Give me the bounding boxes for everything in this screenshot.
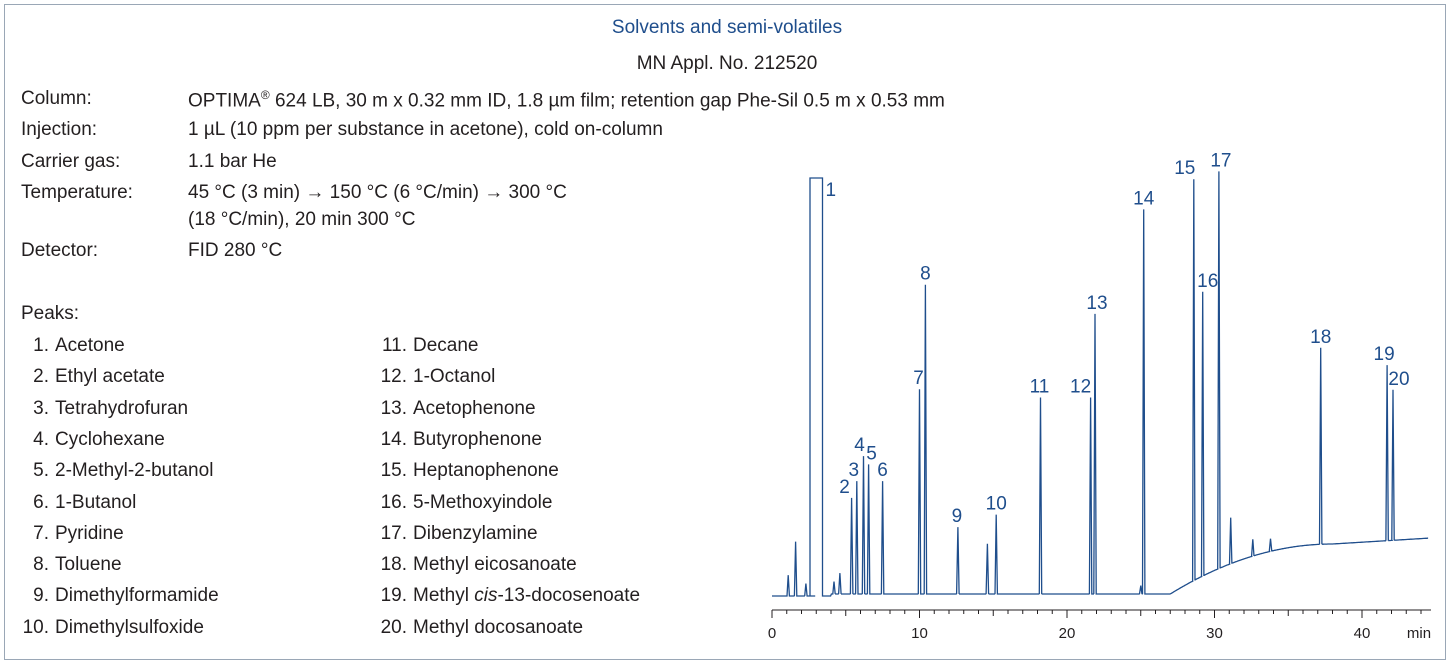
peak-number: 17. <box>380 522 407 544</box>
peak-label: 12 <box>1070 376 1092 398</box>
peak-number: 19. <box>380 585 407 607</box>
peak-name: Decane <box>413 335 479 356</box>
peak-number: 20. <box>380 616 407 638</box>
peak-label: 4 <box>854 435 865 457</box>
condition-value: (18 °C/min), 20 min 300 °C <box>188 209 416 230</box>
x-axis-label: min <box>1406 625 1432 642</box>
condition-value: FID 280 °C <box>188 240 283 261</box>
peak-name: 1-Octanol <box>413 366 496 388</box>
peak-number: 2. <box>33 366 49 388</box>
x-tick-label: 0 <box>767 625 777 642</box>
peak-label: 13 <box>1086 292 1108 314</box>
condition-key: Column: <box>21 88 92 109</box>
peak-name: Toluene <box>55 554 122 576</box>
condition-key: Detector: <box>21 240 99 261</box>
x-tick-label: 10 <box>911 625 928 642</box>
peak-number: 9. <box>33 585 49 607</box>
peak-number: 5. <box>33 460 49 482</box>
peak-name: Dimethylformamide <box>55 585 219 607</box>
peak-number: 16. <box>380 491 407 513</box>
peak-number: 4. <box>33 428 49 450</box>
peak-label: 6 <box>877 460 888 482</box>
peak-label: 16 <box>1197 270 1219 292</box>
peak-label: 9 <box>951 506 963 528</box>
peak-label: 3 <box>848 460 860 482</box>
peak-number: 6. <box>33 491 49 513</box>
peak-name: Cyclohexane <box>55 428 165 450</box>
peak-name: Heptanophenone <box>413 460 559 482</box>
peak-name: Methyl eicosanoate <box>413 554 577 576</box>
figure-title: Solvents and semi-volatiles <box>611 17 843 38</box>
peak-number: 8. <box>33 554 49 576</box>
application-number: MN Appl. No. 212520 <box>636 53 818 74</box>
condition-value: 45 °C (3 min) → 150 °C (6 °C/min) → 300 °C <box>188 182 567 203</box>
peak-number: 12. <box>380 366 407 388</box>
peak-label: 10 <box>985 493 1007 515</box>
peak-label: 11 <box>1029 376 1050 398</box>
peak-label: 7 <box>913 368 924 390</box>
peak-number: 18. <box>380 554 407 576</box>
peak-name: 1-Butanol <box>55 491 137 513</box>
x-tick-label: 30 <box>1206 625 1223 642</box>
peak-number: 7. <box>33 522 49 544</box>
peaks-heading: Peaks: <box>21 303 80 324</box>
x-tick-label: 40 <box>1353 625 1371 642</box>
peak-number: 10. <box>22 616 49 638</box>
condition-value: OPTIMA® 624 LB, 30 m x 0.32 mm ID, 1.8 µm film; retention gap Phe-Sil 0.5 m x 0.53 mm <box>188 88 945 112</box>
condition-value: 1.1 bar He <box>188 151 277 172</box>
peak-name: Acetone <box>55 335 125 356</box>
peak-number: 3. <box>33 397 49 419</box>
peak-number: 15. <box>380 460 407 482</box>
peak-name: Pyridine <box>55 522 124 544</box>
peak-number: 11. <box>381 335 407 356</box>
peak-name: 5-Methoxyindole <box>413 491 553 513</box>
peak-label: 8 <box>920 263 931 285</box>
peak-name: Acetophenone <box>413 397 536 419</box>
peak-label: 19 <box>1373 344 1395 366</box>
condition-value: 1 µL (10 ppm per substance in acetone), cold on-column <box>188 119 663 140</box>
condition-key: Carrier gas: <box>21 151 121 172</box>
peak-name: Dimethylsulfoxide <box>55 616 204 638</box>
peak-name: Ethyl acetate <box>55 366 165 388</box>
peak-label: 20 <box>1388 368 1410 390</box>
peak-number: 1. <box>33 335 49 356</box>
peak-label: 2 <box>839 476 850 498</box>
peak-name: Tetrahydrofuran <box>55 397 189 419</box>
x-tick-label: 20 <box>1058 625 1076 642</box>
peak-name: Butyrophenone <box>413 428 542 450</box>
peak-name: 2-Methyl-2-butanol <box>55 460 214 482</box>
peak-label: 1 <box>825 180 837 201</box>
peak-label: 15 <box>1174 158 1196 180</box>
peak-name: Methyl docosanoate <box>413 616 584 638</box>
peak-name: Dibenzylamine <box>413 522 538 544</box>
chromatogram-trace <box>772 171 1428 596</box>
peak-name: Methyl cis-13-docosenoate <box>413 585 641 607</box>
peak-label: 17 <box>1210 150 1232 172</box>
peak-number: 14. <box>380 428 407 450</box>
condition-key: Injection: <box>21 119 98 140</box>
peak-label: 18 <box>1310 326 1332 348</box>
peak-label: 5 <box>866 443 877 465</box>
peak-label: 14 <box>1133 188 1155 210</box>
peak-number: 13. <box>380 397 407 419</box>
condition-key: Temperature: <box>21 182 133 203</box>
